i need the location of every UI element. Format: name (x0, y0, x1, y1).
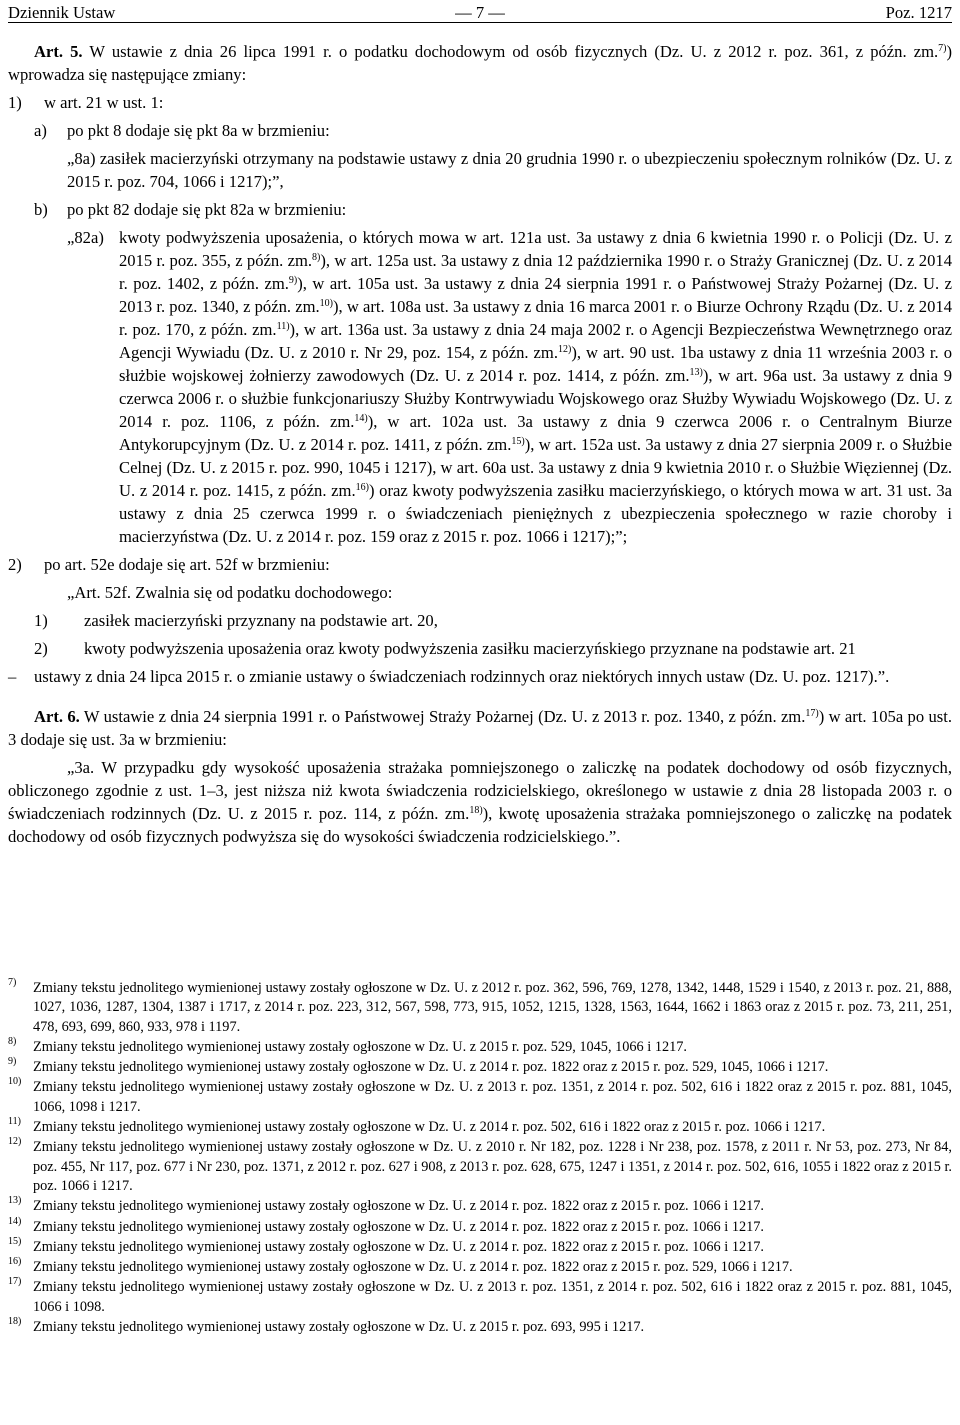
footnote (8, 1118, 952, 1137)
footnote-mark: 14) (8, 1215, 22, 1227)
quote-52f-tail (8, 665, 952, 688)
text-run: ), w art. 102a ust. 3a ustawy z dnia 9 czerwca 2006 r. o Centralnym Biurze Antykorupcyjnym (Dz. U. z 2014 r. poz. 1411, z późn. zm. (119, 412, 953, 454)
quote-8a (8, 147, 952, 193)
footnote (8, 1278, 952, 1317)
footnote (8, 1258, 952, 1277)
page-header (8, 0, 952, 22)
footnote-ref: 13) (689, 367, 703, 378)
footnote-text: Zmiany tekstu jednolitego wymienionej ustawy zostały ogłoszone w Dz. U. z 2014 r. poz. 1822 oraz z 2015 r. poz. 1066 i 1217. (33, 1218, 764, 1235)
tail-text: ustawy z dnia 24 lipca 2015 r. o zmianie ustawy o świadczeniach rodzinnych oraz niektórych innych ustaw (Dz. U. poz. 1217).”. (34, 667, 890, 686)
text-run: ) oraz kwoty podwyższenia zasiłku macierzyńskiego, o których mowa w art. 31 ust. 3a ustawy z dnia 25 czerwca 1999 r. o świadczeniach pieniężnych z ubezpieczenia społecznego w razie choroby i macierzyństwa (Dz. U. z 2014 r. poz. 159 oraz z 2015 r. poz. 1066 i 1217);”; (119, 481, 952, 546)
footnote-mark: 9) (8, 1056, 17, 1068)
art6-label: Art. 6. (34, 707, 80, 726)
quote-52f (8, 581, 952, 604)
item-number: 1) (34, 611, 48, 630)
letter-number: b) (34, 200, 48, 219)
footnote-text: Zmiany tekstu jednolitego wymienionej ustawy zostały ogłoszone w Dz. U. z 2014 r. poz. 1822 oraz z 2015 r. poz. 1066 i 1217. (33, 1238, 764, 1255)
position-number: Poz. 1217 (885, 3, 952, 22)
art6-intro-text: W ustawie z dnia 24 sierpnia 1991 r. o Państwowej Straży Pożarnej (Dz. U. z 2013 r. poz. 1340, z późn. zm. (79, 707, 806, 726)
footnote-text: Zmiany tekstu jednolitego wymienionej ustawy zostały ogłoszone w Dz. U. z 2014 r. poz. 1822 oraz z 2015 r. poz. 529, 1066 i 1217. (33, 1259, 793, 1276)
document-body (8, 40, 952, 848)
quote-52f-item-2 (8, 637, 952, 660)
text-run: ), w art. 125a ust. 3a ustawy z dnia 12 października 1990 r. o Straży Granicznej (Dz. U. z 2014 r. poz. 1402, z późn. zm. (119, 251, 952, 293)
footnotes (8, 978, 952, 1337)
footnote-text: Zmiany tekstu jednolitego wymienionej ustawy zostały ogłoszone w Dz. U. z 2010 r. Nr 182, poz. 1228 i Nr 238, poz. 1578, z 2011 r. Nr 53, poz. 273, Nr 84, poz. 455, Nr 117, poz. 677 i Nr 230, poz. 1371, z 2012 r. poz. 627 i 908, z 2013 r. poz. 628, 675, 1247 i 1351, z 2014 r. poz. 502, 616, 1055 i 1822 oraz z 2015 r. poz. 1066 i 1217. (33, 1139, 952, 1194)
point-text: w art. 21 w ust. 1: (44, 93, 164, 112)
footnote-text: Zmiany tekstu jednolitego wymienionej ustawy zostały ogłoszone w Dz. U. z 2013 r. poz. 1351, z 2014 r. poz. 502, 616 i 1822 oraz z 2015 r. poz. 881, 1045, 1066, 1098 i 1217. (33, 1079, 952, 1115)
footnote-ref: 16) (355, 482, 369, 493)
footnote (8, 1078, 952, 1117)
quote-82a-number: „82a) (67, 228, 104, 247)
footnote-mark: 17) (8, 1276, 22, 1288)
text-run: ), w art. 136a ust. 3a ustawy z dnia 24 maja 2002 r. o Agencji Bezpieczeństwa Wewnętrznego oraz Agencji Wywiadu (Dz. U. z 2010 r. Nr 29, poz. 154, z późn. zm. (119, 320, 952, 362)
item-number: 2) (34, 639, 48, 658)
text-run: ), w art. 105a ust. 3a ustawy z dnia 24 sierpnia 1991 r. o Państwowej Straży Pożarnej (Dz. U. z 2013 r. poz. 1340, z późn. zm. (119, 274, 952, 316)
footnote-mark: 13) (8, 1195, 22, 1207)
footnote-ref: 12) (557, 344, 572, 355)
art5-point-1 (8, 91, 952, 114)
footnote-text: Zmiany tekstu jednolitego wymienionej ustawy zostały ogłoszone w Dz. U. z 2012 r. poz. 362, 596, 769, 1278, 1342, 1448, 1529 i 1540, z 2013 r. poz. 21, 888, 1027, 1036, 1287, 1304, 1387 i 1717, z 2014 r. poz. 223, 312, 567, 598, 773, 915, 1052, 1215, 1328, 1563, 1644, 1662 i 1863 oraz z 2015 r. poz. 73, 211, 251, 478, 693, 699, 860, 933, 978 i 1197. (33, 980, 952, 1035)
art5-point-2 (8, 553, 952, 576)
art5-letter-a (8, 119, 952, 142)
art6-intro (8, 705, 952, 751)
quote-3a (8, 756, 952, 848)
quote-52f-heading: „Art. 52f. Zwalnia się od podatku dochodowego: (67, 583, 393, 602)
text-run: ), w art. 152a ust. 3a ustawy z dnia 27 sierpnia 2009 r. o Służbie Celnej (Dz. U. z 2015 r. poz. 990, 1045 i 1217), w art. 60a ust. 3a ustawy z dnia 9 kwietnia 2010 r. o Służbie Więziennej (Dz. U. z 2014 r. poz. 1415, z późn. zm. (119, 435, 952, 500)
page-number: — 7 — (455, 3, 505, 22)
footnote (8, 1035, 952, 1057)
footnote-text: Zmiany tekstu jednolitego wymienionej ustawy zostały ogłoszone w Dz. U. z 2013 r. poz. 1351, z 2014 r. poz. 502, 616 i 1822 oraz z 2015 r. poz. 881, 1045, 1066 i 1098. (33, 1279, 952, 1315)
footnote-ref: 18) (469, 805, 483, 816)
art5-intro-tail: ) wprowadza się następujące zmiany: (8, 42, 952, 84)
journal-name: Dziennik Ustaw (8, 3, 116, 22)
footnote-ref: 14) (354, 413, 368, 424)
footnote-text: Zmiany tekstu jednolitego wymienionej ustawy zostały ogłoszone w Dz. U. z 2014 r. poz. 502, 616 i 1822 oraz z 2015 r. poz. 1066 i 1217. (33, 1119, 826, 1136)
quote-82a-text (119, 226, 952, 548)
footnote (8, 979, 952, 1037)
art5-intro (8, 40, 952, 86)
footnote-mark: 11) (8, 1116, 21, 1128)
quote-52f-item-1 (8, 609, 952, 632)
quote-82a (8, 226, 952, 548)
point-number: 2) (8, 555, 22, 574)
footnote (8, 1215, 952, 1237)
text-run: ), w art. 90 ust. 1ba ustawy z dnia 11 września 2003 r. o służbie wojskowej żołnierzy zawodowych (Dz. U. z 2014 r. poz. 1414, z późn. zm. (119, 343, 952, 385)
letter-number: a) (34, 121, 47, 140)
footnote (8, 1058, 952, 1077)
footnote-mark: 7) (8, 977, 17, 988)
point-number: 1) (8, 93, 22, 112)
footnote-mark: 16) (8, 1256, 22, 1268)
footnote-text: Zmiany tekstu jednolitego wymienionej ustawy zostały ogłoszone w Dz. U. z 2014 r. poz. 1822 oraz z 2015 r. poz. 1066 i 1217. (33, 1198, 764, 1215)
footnote-mark: 8) (8, 1035, 17, 1047)
footnote-mark: 10) (8, 1076, 22, 1088)
footnote-ref: 7) (938, 43, 947, 54)
footnote-mark: 15) (8, 1235, 22, 1247)
quote-8a-text: „8a) zasiłek macierzyński otrzymany na podstawie ustawy z dnia 20 grudnia 1990 r. o ubezpieczeniu społecznym rolników (Dz. U. z 2015 r. poz. 704, 1066 i 1217);”, (67, 149, 952, 191)
footnote-ref: 11) (276, 321, 290, 332)
quote-3a-tail: ), kwotę uposażenia strażaka pomniejszonego o zaliczkę na podatek dochodowy od osób fizycznych podwyższa się do wysokości świadczenia rodzicielskiego.”. (8, 804, 952, 846)
footnote-ref: 15) (511, 436, 525, 447)
art5-label: Art. 5. (34, 42, 83, 61)
text-run: kwoty podwyższenia uposażenia, o których mowa w art. 121a ust. 3a ustawy z dnia 6 kwietnia 1990 r. o Policji (Dz. U. z 2015 r. poz. 355, z późn. zm. (119, 228, 952, 270)
quote-3a-text: „3a. W przypadku gdy wysokość uposażenia strażaka pomniejszonego o zaliczkę na podatek dochodowy od osób fizycznych, obliczonego zgodnie z ust. 1–3, jest niższa niż kwota świadczenia rodzicielskiego, określonego w ustawie z dnia 28 listopada 2003 r. o świadczeniach rodzinnych (Dz. U. z 2015 r. poz. 114, z późn. zm. (8, 758, 952, 823)
art6-intro-tail: ) w art. 105a po ust. 3 dodaje się ust. 3a w brzmieniu: (8, 707, 953, 749)
point-text: po art. 52e dodaje się art. 52f w brzmieniu: (44, 555, 330, 574)
item-text: kwoty podwyższenia uposażenia oraz kwoty podwyższenia zasiłku macierzyńskiego przyznane na podstawie art. 21 (84, 639, 856, 658)
letter-text: po pkt 82 dodaje się pkt 82a w brzmieniu: (67, 200, 347, 219)
footnote-text: Zmiany tekstu jednolitego wymienionej ustawy zostały ogłoszone w Dz. U. z 2015 r. poz. 693, 995 i 1217. (33, 1319, 645, 1336)
footnote-ref: 10) (319, 298, 333, 309)
footnote (8, 1318, 952, 1337)
item-text: zasiłek macierzyński przyznany na podstawie art. 20, (84, 611, 438, 630)
footnote-ref: 17) (805, 708, 819, 719)
footnote-mark: 12) (8, 1136, 22, 1148)
footnote-ref: 8) (312, 252, 321, 263)
letter-text: po pkt 8 dodaje się pkt 8a w brzmieniu: (67, 121, 330, 140)
header-rule (8, 22, 952, 23)
tail-dash: – (8, 667, 17, 686)
quote-82a-row (67, 226, 952, 548)
text-run: ), w art. 108a ust. 3a ustawy z dnia 16 marca 2001 r. o Biurze Ochrony Rządu (Dz. U. z 2014 r. poz. 170, z późn. zm. (119, 297, 952, 339)
art5-intro-text: W ustawie z dnia 26 lipca 1991 r. o podatku dochodowym od osób fizycznych (Dz. U. z 2012 r. poz. 361, z późn. zm. (82, 42, 939, 61)
footnote-text: Zmiany tekstu jednolitego wymienionej ustawy zostały ogłoszone w Dz. U. z 2014 r. poz. 1822 oraz z 2015 r. poz. 529, 1045, 1066 i 1217. (33, 1059, 829, 1076)
footnote-mark: 18) (8, 1316, 22, 1328)
footnote-ref: 9) (288, 275, 298, 286)
footnote (8, 1235, 952, 1257)
text-run: ), w art. 96a ust. 3a ustawy z dnia 9 czerwca 2006 r. o służbie funkcjonariuszy Służby Kontrwywiadu Wojskowego oraz Służby Wywiadu Wojskowego (Dz. U. z 2014 r. poz. 1106, z późn. zm. (119, 366, 952, 431)
art5-letter-b (8, 198, 952, 221)
footnote (8, 1197, 952, 1216)
footnote-text: Zmiany tekstu jednolitego wymienionej ustawy zostały ogłoszone w Dz. U. z 2015 r. poz. 529, 1045, 1066 i 1217. (33, 1038, 687, 1055)
footnote (8, 1138, 952, 1196)
